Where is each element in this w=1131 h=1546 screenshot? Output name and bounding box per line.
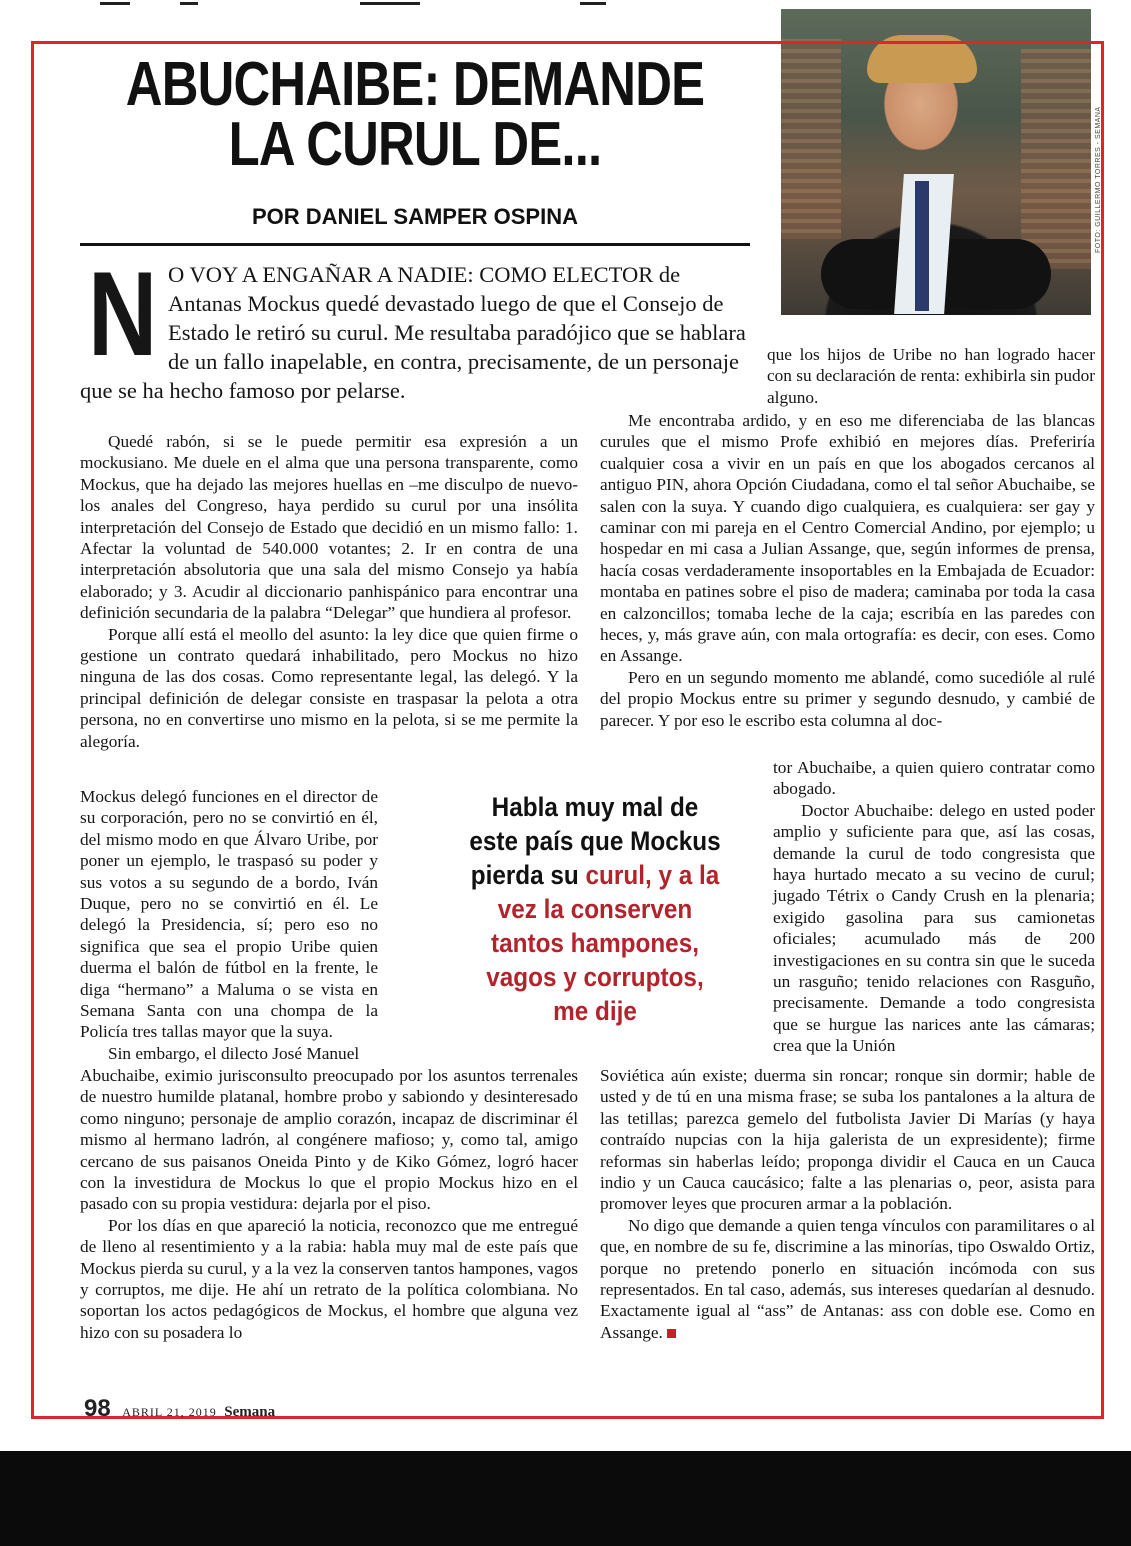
drop-cap: N (88, 247, 158, 381)
paragraph: Doctor Abuchaibe: delego en usted poder amplio y suficiente para que, así las cosas, demande la curul de todo congresista que haya hurtado mecato a su vecino de curul; jugado Tétrix o Candy Crush en la plenaria; exigido gasolina para sus camionetas oficiales; acumulado más de 200 investigaciones en su contra sin que le suceda un rasguño; tenido relaciones con Rasguño, precisamente. Demande a todo congresista que se hurgue las narices ante las cámaras; crea que la Unión (773, 800, 1095, 1056)
scan-specks (60, 0, 760, 14)
page-number: 98 (84, 1395, 111, 1422)
article-title (124, 50, 706, 179)
paragraph: Mockus delegó funciones en el director de su corporación, pero no se convirtió en él, del mismo modo en que Álvaro Uribe, por poner un ejemplo, le traspasó su poder y sus votos a su segundo de a bordo, Iván Duque, pero no se convirtió en él. Le delegó la Presidencia, sí; pero eso no significa que sea el propio Uribe quien duerma el balón de fútbol en la frente, le diga “hermano” a Maluma o se vista en Semana Santa con una chompa de la Policía tres tallas mayor que la suya. (80, 787, 378, 1042)
photo-credit: FOTO: GUILLERMO TORRES - SEMANA (1095, 106, 1102, 254)
paragraph: Quedé rabón, si se le puede permitir esa expresión a un mockusiano. Me duele en el alma que una persona transparente, como Mockus, que ha dejado las mejores huellas en –me disculpo de nuevo- los anales del Congreso, haya perdido su curul por una insólita interpretación del Consejo de Estado que decidió en un mismo fallo: 1. Afectar la voluntad de 540.000 votantes; 2. Ir en contra de una interpretación absolutoria que una sala del mismo Consejo ya había elaborado; y 3. Acudir al diccionario panhispánico para encontrar una definición secundaria de la palabra “Delegar” que hundiera al profesor. (80, 432, 578, 623)
paragraph: Soviética aún existe; duerma sin roncar; ronque sin dormir; hable de usted y de tú en una misma frase; se suba los pantalones a la altura de las tetillas; parezca gemelo del futbolista Javier Di Marías (y haya contraído nupcias con la hija galerista de un expresidente); firme reformas sin haberlas leído; proponga dividir el Cauca en un Cauca indio y un Cauca caucásico; falte a las plenarias o, peor, asista para promover leyes que procuren armar a la población. (600, 1066, 1095, 1214)
title-line-1: ABUCHAIBE: DEMANDE (125, 50, 705, 119)
title-line-2: LA CURUL DE... (228, 110, 602, 179)
right-column-full (600, 410, 1095, 731)
title-rule (80, 243, 750, 246)
magazine-name: Semana (224, 1404, 276, 1420)
byline: POR DANIEL SAMPER OSPINA (252, 204, 578, 229)
lede-paragraph (80, 247, 750, 405)
paragraph: que los hijos de Uribe no han logrado hacer con su declaración de renta: exhibirla sin pudor alguno. (767, 345, 1095, 407)
left-column-full (80, 431, 578, 752)
paragraph-text: No digo que demande a quien tenga vínculos con paramilitares o al que, en nombre de su fe, discrimine a las minorías, tipo Oswaldo Ortiz, porque no pretendo ponerlo en situación incómoda con sus representados. En tal caso, además, sus intereses quedarían al desnudo. Exactamente igual al “ass” de Antanas: ass con doble ese. Como en Assange. (600, 1215, 1095, 1342)
paragraph: Pero en un segundo momento me ablandé, como sucedióle al rulé del propio Mockus entre su primer y segundo desnudo, y cambié de parecer. Y por eso le escribo esta columna al doc- (600, 667, 1095, 730)
lede-text: O VOY A ENGAÑAR A NADIE: COMO ELECTOR de Antanas Mockus quedé devastado luego de que el Consejo de Estado le retiró su curul. Me resultaba paradójico que se hablara de un fallo inapelable, en contra, precisamente, de un personaje que se ha hecho famoso por pelarse. (80, 262, 746, 403)
left-column-narrow (80, 786, 378, 1064)
page-folio (84, 1395, 275, 1423)
right-column-bottom (600, 1065, 1095, 1343)
pull-quote (469, 790, 721, 1028)
pull-quote-black: Habla muy mal de este país que Mockus pierda su (469, 792, 721, 890)
paragraph: Me encontraba ardido, y en eso me diferenciaba de las blancas curules que el mismo Profe exhibió en mejores días. Preferiría cualquier cosa a vivir en un país en que los abogados cercanos al antiguo PIN, ahora Opción Ciudadana, como el tal señor Abuchaibe, se salen con la suya. Y cuando digo cualquiera, es cualquiera: ser gay y caminar con mi pareja en el Centro Comercial Andino, por ejemplo; u hospedar en mi casa a Julian Assange, que, según informes de prensa, hacía cosas verdaderamente insoportables en la Embajada de Ecuador: montaba en patines sobre el piso de madera; caminaba por toda la casa en calzoncillos; tomaba leche de la caja; escribía en las paredes con heces, y, más grave aún, con mala ortografía: es decir, con eses. Como en Assange. (600, 411, 1095, 666)
paragraph: Por los días en que apareció la noticia, reconozco que me entregué de lleno al resentimiento y a la rabia: habla muy mal de este país que Mockus pierda su curul, y a la vez la conserven tantos hampones, vagos y corruptos, me dije. He ahí un retrato de la política colombiana. No soportan los actos pedagógicos de Mockus, el hombre que alguna vez hizo con su posadera lo (80, 1215, 578, 1342)
right-column-top (767, 344, 1095, 408)
end-mark-icon (667, 1329, 676, 1338)
left-column-bottom (80, 1065, 578, 1343)
paragraph (600, 1215, 1095, 1343)
paragraph: Sin embargo, el dilecto José Manuel (108, 1043, 360, 1063)
scan-bottom-band (0, 1451, 1131, 1546)
paragraph: Porque allí está el meollo del asunto: la ley dice que quien firme o gestione un contrato quedará inhabilitado, pero Mockus no hizo ninguna de las dos cosas. Como representante legal, las delegó. Y la principal definición de delegar consiste en traspasar la pelota a otra persona, no en convertirse uno mismo en la pelota, si se me permite la alegoría. (80, 624, 578, 751)
right-column-narrow (773, 757, 1095, 1057)
issue-date: ABRIL 21, 2019 (122, 1405, 217, 1419)
pull-quote-red: curul, y a la vez la conserven tantos hampones, vagos y corruptos, me dije (486, 860, 720, 1026)
paragraph: Abuchaibe, eximio jurisconsulto preocupado por los asuntos terrenales de nuestro humilde platanal, hombre probo y sabiondo y desinteresado como ninguno; personaje de amplio corazón, incapaz de discriminar él mismo al hermano ladrón, al congénere mafioso; y, como tal, amigo cercano de sus paisanos Oneida Pinto y de Kiko Gómez, logró hacer con la investidura de Mockus lo que el propio Mockus hizo en el pasado con su propia vestidura: dejarla por el piso. (80, 1066, 578, 1214)
paragraph: tor Abuchaibe, a quien quiero contratar como abogado. (773, 758, 1095, 799)
